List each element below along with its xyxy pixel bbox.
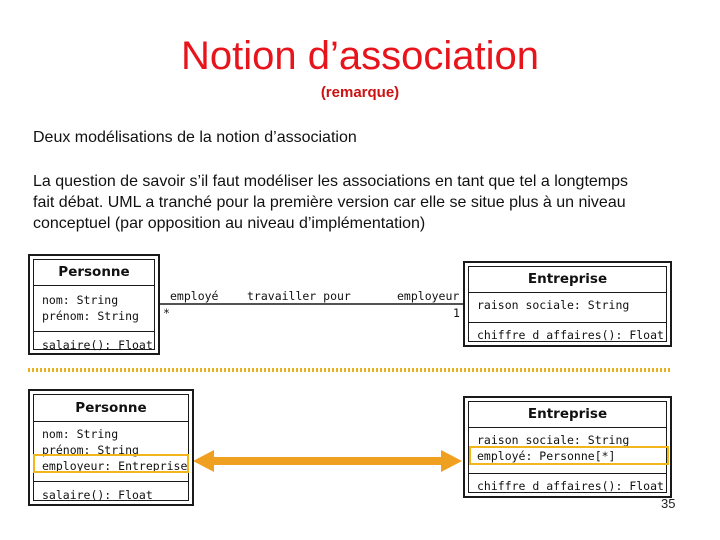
- multiplicity-left: *: [163, 306, 170, 320]
- attribute-prenom: prénom: String: [42, 443, 139, 457]
- operation-chiffre-affaires: chiffre_d_affaires(): Float: [477, 479, 664, 493]
- dotted-separator: [28, 368, 670, 372]
- explanation-line-1: La question de savoir s’il faut modéliser les associations en tant que tel a longtemps: [33, 173, 629, 190]
- operation-salaire: salaire(): Float: [42, 338, 153, 352]
- diagram2-personne-class: [28, 389, 194, 506]
- operation-chiffre-affaires: chiffre_d_affaires(): Float: [477, 328, 664, 342]
- role-employeur: employeur: [397, 289, 460, 303]
- arrow-head-left: [193, 450, 214, 472]
- role-employe: employé: [170, 289, 219, 303]
- class-divider: [34, 481, 188, 482]
- class-divider: [469, 473, 666, 474]
- attribute-prenom: prénom: String: [42, 309, 139, 323]
- page-number: 35: [661, 496, 676, 511]
- attribute-raison-sociale: raison sociale: String: [477, 433, 630, 447]
- class-name: Entreprise: [527, 406, 608, 422]
- attribute-employeur: employeur: Entreprise: [42, 459, 188, 473]
- class-name: Personne: [75, 400, 147, 416]
- highlight-employe: [469, 446, 669, 465]
- attribute-raison-sociale: raison sociale: String: [477, 298, 630, 312]
- association-name: travailler pour: [247, 289, 351, 303]
- highlight-employeur: [33, 454, 189, 473]
- class-name: Personne: [58, 264, 130, 280]
- attribute-nom: nom: String: [42, 293, 119, 307]
- operation-salaire: salaire(): Float: [42, 488, 153, 502]
- class-name: Entreprise: [527, 271, 608, 287]
- explanation-line-2: fait débat. UML a tranché pour la première version car elle se situe plus à un niveau: [33, 194, 626, 211]
- class-divider: [34, 421, 188, 422]
- attribute-nom: nom: String: [42, 427, 119, 441]
- arrow-head-right: [441, 450, 462, 472]
- slide-title: Notion d’association: [181, 34, 539, 78]
- multiplicity-right: 1: [453, 306, 460, 320]
- attribute-employe: employé: Personne[*]: [477, 449, 616, 463]
- bidirectional-arrow: [193, 450, 462, 472]
- intro-text: Deux modélisations de la notion d’association: [33, 129, 357, 146]
- class-frame: [33, 394, 189, 501]
- slide-subtitle: (remarque): [320, 84, 400, 101]
- class-divider: [469, 427, 666, 428]
- explanation-line-3: conceptuel (par opposition au niveau d’implémentation): [33, 215, 426, 232]
